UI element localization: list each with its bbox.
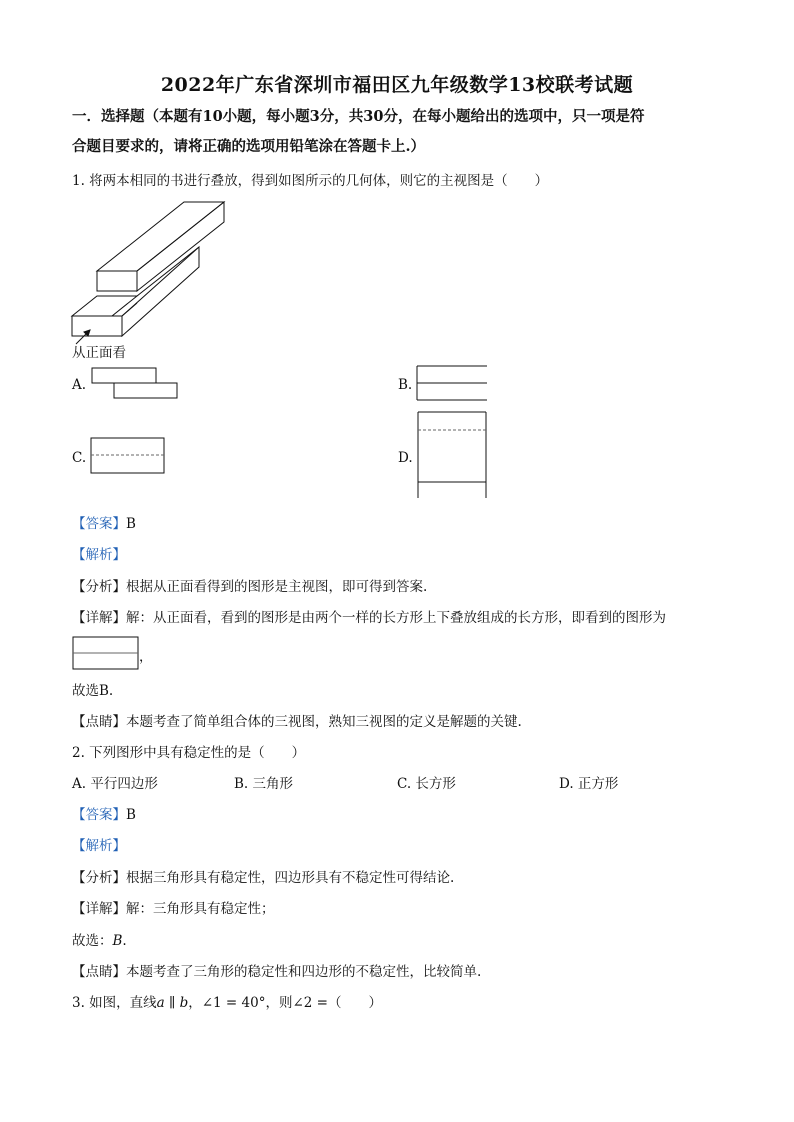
q1-choose: 故选B.: [72, 683, 114, 699]
q2-fenxi-tag: 【分析】: [72, 870, 126, 886]
q1-dianjing-row: [72, 713, 522, 731]
q2-dianjing-tag: 【点睛】: [72, 964, 126, 980]
q2-fenxi: 根据三角形具有稳定性，四边形具有不稳定性可得结论.: [126, 870, 455, 886]
bottom-book-front-face: [72, 316, 122, 336]
q1-answer-figure: [72, 636, 142, 672]
page-title: 2022年广东省深圳市福田区九年级数学13校联考试题: [160, 74, 634, 96]
section-heading-line2: 合题目要求的，请将正确的选项用铅笔涂在答题卡上.）: [72, 138, 426, 155]
q2-choose-suffix: .: [122, 933, 127, 949]
q2-option-c: C. 长方形: [397, 776, 456, 792]
top-book-front-face: [97, 271, 137, 291]
bottom-book-top-face: [72, 296, 137, 316]
q3-stem: [72, 994, 382, 1012]
q1-xiangjie: 解：从正面看，看到的图形是由两个一样的长方形上下叠放组成的长方形，即看到的图形为: [126, 610, 666, 626]
q1-option-c-label: C.: [72, 450, 87, 466]
q1-stem: 1. 将两本相同的书进行叠放，得到如图所示的几何体，则它的主视图是（ ）: [72, 173, 549, 189]
q3-middle: ，则∠2 =: [265, 995, 328, 1011]
q2-analysis-tag: 【解析】: [72, 838, 126, 854]
q1-option-a-figure: [90, 366, 182, 402]
q2-option-a: A. 平行四边形: [72, 776, 158, 792]
top-book-side-face: [137, 202, 224, 291]
q1-fenxi: 根据从正面看得到的图形是主视图，即可得到答案.: [126, 579, 428, 595]
q2-choose-letter: B: [112, 933, 123, 949]
q2-choose-prefix: 故选：: [72, 933, 113, 949]
q1-fenxi-row: [72, 578, 427, 596]
q1-option-a-label: A.: [72, 377, 87, 393]
q1-xiangjie-tag: 【详解】: [72, 610, 126, 626]
q1-answer: B: [126, 516, 136, 532]
q1-analysis-tag: 【解析】: [72, 547, 126, 563]
q2-xiangjie-tag: 【详解】: [72, 901, 126, 917]
q3-var-b: b: [179, 995, 189, 1011]
q3-var-a: a: [156, 995, 165, 1011]
q1-answer-row: [72, 515, 136, 533]
q1-option-b-label: B.: [398, 377, 413, 393]
q3-angle1: ，∠1 = 40°: [188, 995, 266, 1011]
q1-dianjing: 本题考查了简单组合体的三视图，熟知三视图的定义是解题的关键.: [126, 714, 522, 730]
q1-answer-tag: 【答案】: [72, 516, 126, 532]
q1-xiangjie-row: [72, 609, 666, 627]
q3-suffix: （ ）: [327, 995, 382, 1011]
q1-books-figure: [60, 196, 240, 366]
q2-dianjing-row: [72, 963, 481, 981]
q2-choose-row: [72, 932, 127, 950]
q2-fenxi-row: [72, 869, 454, 887]
q2-answer-row: [72, 806, 136, 824]
q2-dianjing: 本题考查了三角形的稳定性和四边形的不稳定性，比较简单.: [126, 964, 482, 980]
q1-option-b-figure: [414, 364, 490, 404]
q2-option-d: D. 正方形: [559, 776, 619, 792]
q1-option-c-figure: [89, 436, 167, 476]
q1-view-label: 从正面看: [72, 345, 126, 361]
q2-xiangjie: 解：三角形具有稳定性；: [126, 901, 275, 917]
q1-option-d-label: D.: [398, 450, 413, 466]
q1-option-d-figure: [416, 410, 490, 500]
q2-stem: 2. 下列图形中具有稳定性的是（ ）: [72, 745, 306, 761]
q2-answer-tag: 【答案】: [72, 807, 126, 823]
q1-dianjing-tag: 【点睛】: [72, 714, 126, 730]
q3-parallel: ∥: [164, 995, 180, 1011]
q2-answer: B: [126, 807, 136, 823]
q3-prefix: 3. 如图，直线: [72, 995, 157, 1011]
q2-xiangjie-row: [72, 900, 275, 918]
q1-comma: ，: [139, 649, 153, 665]
q1-fenxi-tag: 【分析】: [72, 579, 126, 595]
q2-option-b: B. 三角形: [234, 776, 294, 792]
section-heading-line1: 一．选择题（本题有10小题，每小题3分，共30分，在每小题给出的选项中，只一项是符: [72, 108, 645, 125]
